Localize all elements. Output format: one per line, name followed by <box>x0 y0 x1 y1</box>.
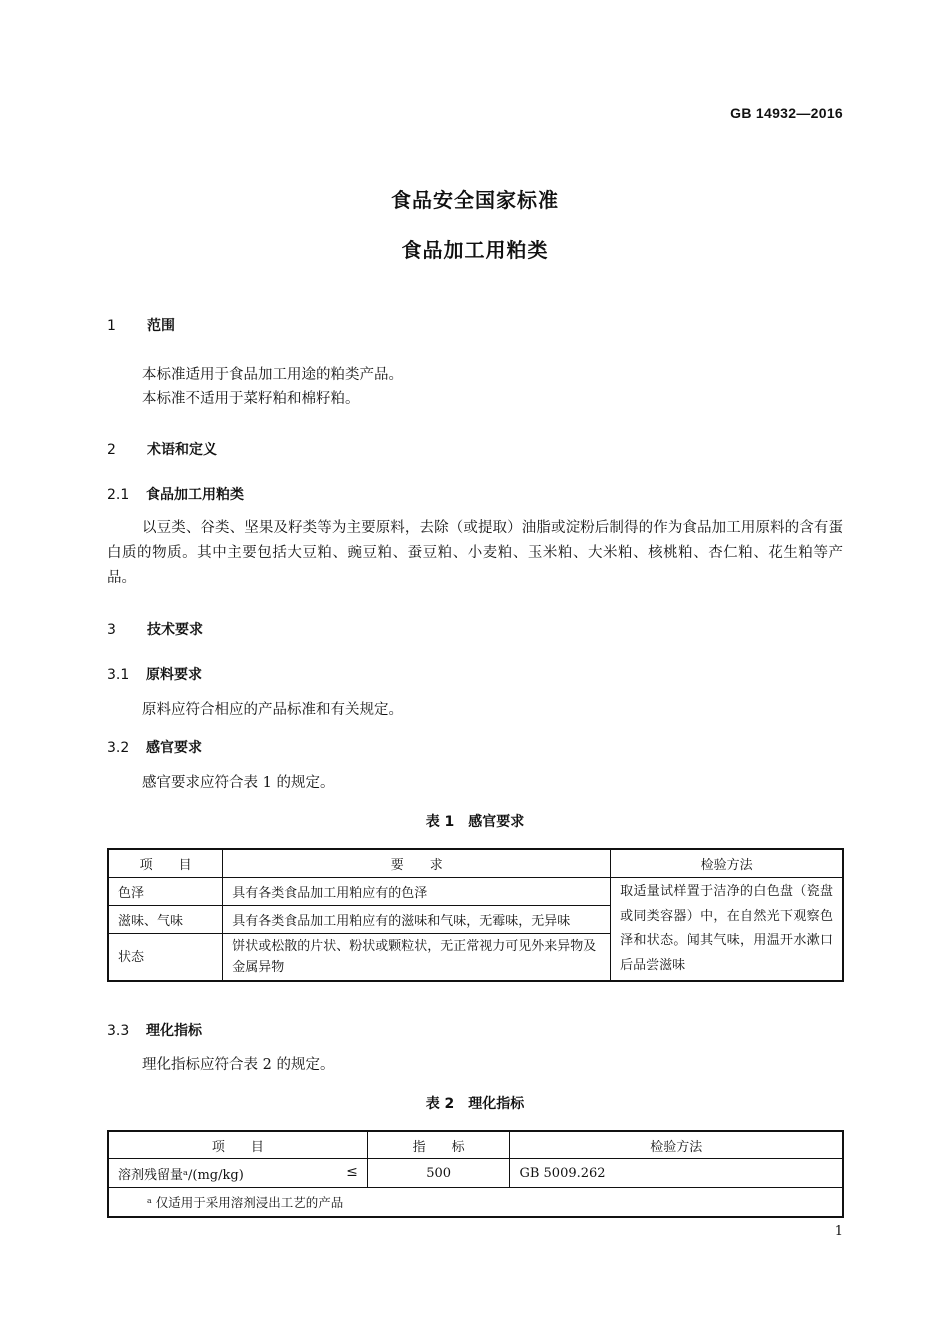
page-number: 1 <box>834 1224 843 1239</box>
section-3-heading: 3 技术要求 <box>107 622 203 638</box>
row-item: 状态 <box>108 934 223 982</box>
table-footnote-row <box>108 1188 843 1218</box>
header-requirement: 要 求 <box>223 849 611 878</box>
document-number: GB 14932—2016 <box>730 105 843 121</box>
standard-subtitle: 食品加工用粕类 <box>401 238 549 262</box>
leq-symbol: ≤ <box>346 1163 358 1180</box>
sensory-requirements-table <box>107 848 844 982</box>
header-method: 检验方法 <box>611 849 843 878</box>
section-3-2-heading: 3.2 感官要求 <box>107 740 202 756</box>
table-row <box>108 878 843 906</box>
section-3-3-text: 理化指标应符合表 2 的规定。 <box>142 1057 335 1073</box>
row-item: 溶剂残留量ᵃ/(mg/kg) ≤ <box>108 1159 367 1188</box>
header-method: 检验方法 <box>510 1131 843 1159</box>
physicochemical-table <box>107 1130 844 1218</box>
header-item: 项 目 <box>108 1131 367 1159</box>
header-indicator: 指 标 <box>367 1131 510 1159</box>
header-item: 项 目 <box>108 849 223 878</box>
table-footnote: ᵃ 仅适用于采用溶剂浸出工艺的产品 <box>108 1188 843 1218</box>
section-3-1-text: 原料应符合相应的产品标准和有关规定。 <box>142 702 403 718</box>
row-requirement: 饼状或松散的片状、粉状或颗粒状，无正常视力可见外来异物及金属异物 <box>223 934 611 982</box>
standard-title: 食品安全国家标准 <box>391 188 559 212</box>
section-3-2-text: 感官要求应符合表 1 的规定。 <box>142 775 335 791</box>
section-1-heading: 1 范围 <box>107 318 175 334</box>
row-requirement: 具有各类食品加工用粕应有的滋味和气味，无霉味，无异味 <box>223 906 611 934</box>
section-3-1-heading: 3.1 原料要求 <box>107 667 202 683</box>
row-item: 色泽 <box>108 878 223 906</box>
section-1-paragraph-2: 本标准不适用于菜籽粕和棉籽粕。 <box>142 391 360 407</box>
table-row <box>108 1159 843 1188</box>
row-value: 500 <box>367 1159 510 1188</box>
section-3-3-heading: 3.3 理化指标 <box>107 1023 202 1039</box>
section-2-1-definition: 以豆类、谷类、坚果及籽类等为主要原料，去除（或提取）油脂或淀粉后制得的作为食品加工用原料的含有蛋白质的物质。其中主要包括大豆粕、豌豆粕、蚕豆粕、小麦粕、玉米粕、大米粕、核桃粕、杏仁粕、花生粕等产品。 <box>107 520 843 586</box>
row-method: GB 5009.262 <box>510 1159 843 1188</box>
table-1-caption: 表 1 感官要求 <box>425 814 525 830</box>
row-requirement: 具有各类食品加工用粕应有的色泽 <box>223 878 611 906</box>
table-header-row <box>108 1131 843 1159</box>
table-2-caption: 表 2 理化指标 <box>425 1096 525 1112</box>
inspection-method: 取适量试样置于洁净的白色盘（瓷盘或同类容器）中，在自然光下观察色泽和状态。闻其气味，用温开水漱口后品尝滋味 <box>611 878 843 982</box>
table-header-row <box>108 849 843 878</box>
row-item: 滋味、气味 <box>108 906 223 934</box>
section-2-heading: 2 术语和定义 <box>107 442 217 458</box>
section-2-1-heading: 2.1 食品加工用粕类 <box>107 487 244 503</box>
section-1-paragraph-1: 本标准适用于食品加工用途的粕类产品。 <box>142 367 403 383</box>
